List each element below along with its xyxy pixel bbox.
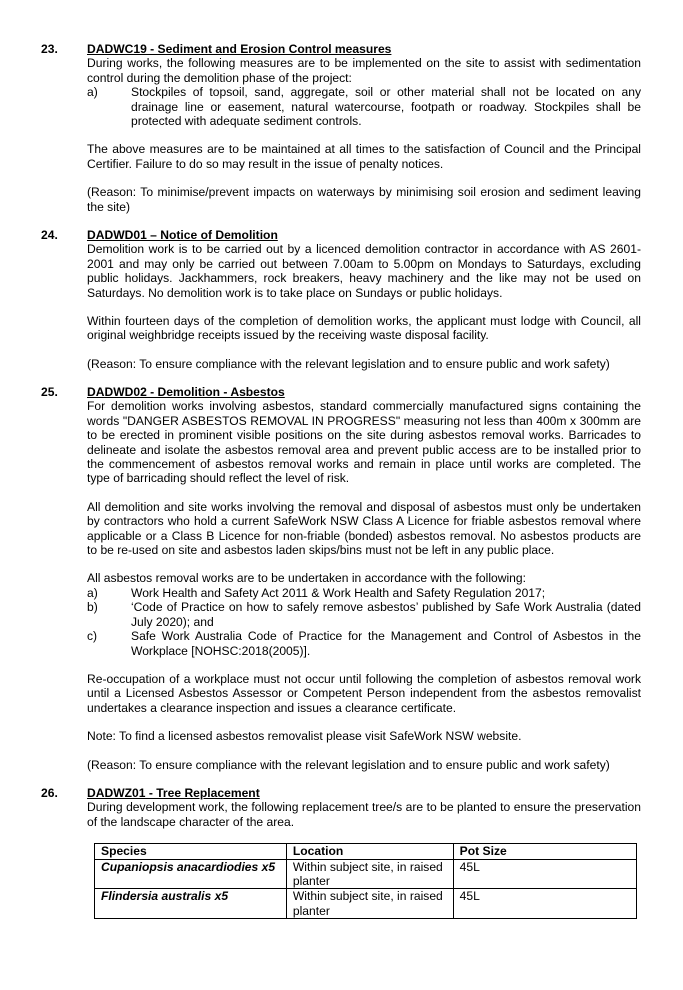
list-item-text: ‘Code of Practice on how to safely remove asbestos’ published by Safe Work Australia (dated July 2020); and: [131, 600, 641, 629]
list-item-label: c): [87, 629, 98, 644]
paragraph: During development work, the following replacement tree/s are to be planted to ensure the preservation of the landscape character of the area.: [87, 800, 641, 829]
list-item-text: Safe Work Australia Code of Practice for the Management and Control of Asbestos in the Workplace [NOHSC:2018(2005)].: [131, 629, 641, 658]
list-item-label: a): [87, 85, 98, 100]
list-item-label: b): [87, 600, 98, 615]
pot-size-cell: 45L: [453, 889, 636, 919]
list-item: [87, 85, 641, 128]
note-text: Note: To find a licensed asbestos removalist please visit SafeWork NSW website.: [87, 729, 522, 744]
paragraph: During works, the following measures are to be implemented on the site to assist with sedimentation control during the demolition phase of the project:: [87, 56, 641, 85]
species-cell: Cupaniopsis anacardiodies x5: [95, 859, 287, 889]
pot-size-cell: 45L: [453, 859, 636, 889]
list-intro: All asbestos removal works are to be undertaken in accordance with the following:: [87, 571, 526, 586]
list-item-label: a): [87, 585, 98, 600]
condition-heading: DADWZ01 - Tree Replacement: [87, 786, 260, 800]
list-item: [87, 600, 641, 629]
list-item-text: Stockpiles of topsoil, sand, aggregate, soil or other material shall not be located on any drainage line or easement, natural watercourse, footpath or roadway. Stockpiles shall be protected with adequate sediment controls.: [131, 85, 641, 129]
table-header-row: [95, 844, 637, 859]
reason-text: (Reason: To ensure compliance with the relevant legislation and to ensure public and work safety): [87, 757, 610, 772]
condition-number: 24.: [41, 228, 58, 242]
column-header-species: Species: [95, 844, 287, 859]
table-row: [95, 889, 637, 919]
paragraph: Demolition work is to be carried out by a licenced demolition contractor in accordance with AS 2601-2001 and may only be carried out between 7.00am to 5.00pm on Mondays to Saturdays, excluding public holidays. Jackhammers, rock breakers, heavy machinery and the like may not be used on Saturdays. No demolition work is to take place on Sundays or public holidays.: [87, 242, 641, 300]
condition-heading: DADWD01 – Notice of Demolition: [87, 228, 278, 242]
condition-number: 23.: [41, 42, 58, 56]
column-header-pot-size: Pot Size: [453, 844, 636, 859]
condition-number: 25.: [41, 385, 58, 399]
paragraph: Within fourteen days of the completion of demolition works, the applicant must lodge with Council, all original weighbridge receipts issued by the receiving waste disposal facility.: [87, 314, 641, 343]
paragraph: For demolition works involving asbestos, standard commercially manufactured signs containing the words "DANGER ASBESTOS REMOVAL IN PROGRESS" measuring not less than 400m x 300mm are to be erected in prominent visible positions on the site during asbestos removal works. Barricades to delineate and isolate the asbestos removal area and prevent public access are to be installed prior to the commencement of asbestos removal works and remain in place until works are completed. The type of barricading should reflect the level of risk.: [87, 399, 641, 486]
table-row: [95, 859, 637, 889]
paragraph: Re-occupation of a workplace must not occur until following the completion of asbestos removal work until a Licensed Asbestos Assessor or Competent Person independent from the asbestos removalist undertakes a clearance inspection and issues a clearance certificate.: [87, 671, 641, 715]
condition-heading: DADWD02 - Demolition - Asbestos: [87, 385, 285, 399]
paragraph: The above measures are to be maintained at all times to the satisfaction of Council and the Principal Certifier. Failure to do so may result in the issue of penalty notices.: [87, 142, 641, 171]
list-item: [87, 629, 641, 658]
reason-text: (Reason: To minimise/prevent impacts on waterways by minimising soil erosion and sediment leaving the site): [87, 185, 641, 214]
location-cell: Within subject site, in raised planter: [286, 859, 453, 889]
list-item: [87, 586, 641, 600]
condition-number: 26.: [41, 786, 58, 800]
paragraph: All demolition and site works involving the removal and disposal of asbestos must only be undertaken by contractors who hold a current SafeWork NSW Class A Licence for friable asbestos removal where applicable or a Class B Licence for non-friable (bonded) asbestos removal. No asbestos products are to be re-used on site and asbestos laden skips/bins must not be left in any public place.: [87, 499, 641, 558]
tree-replacement-table: [94, 843, 637, 919]
reason-text: (Reason: To ensure compliance with the relevant legislation and to ensure public and work safety): [87, 356, 610, 371]
column-header-location: Location: [286, 844, 453, 859]
location-cell: Within subject site, in raised planter: [286, 889, 453, 919]
condition-heading: DADWC19 - Sediment and Erosion Control measures: [87, 42, 392, 56]
list-item-text: Work Health and Safety Act 2011 & Work Health and Safety Regulation 2017;: [131, 585, 546, 600]
species-cell: Flindersia australis x5: [95, 889, 287, 919]
